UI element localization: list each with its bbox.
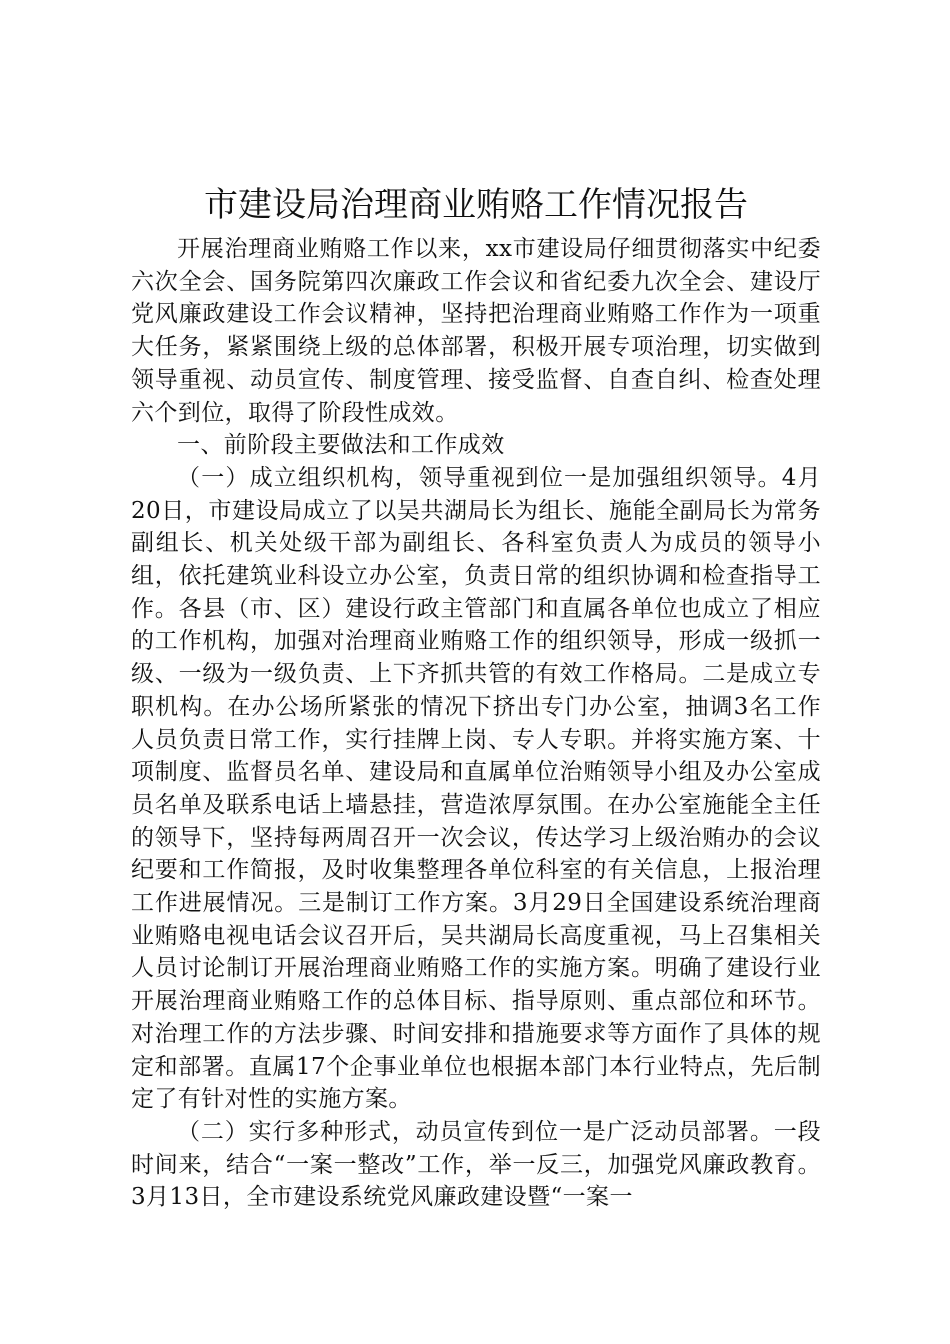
document-page [131,180,821,1214]
intro-paragraph: 开展治理商业贿赂工作以来，xx市建设局仔细贯彻落实中纪委六次全会、国务院第四次廉政工作会议和省纪委九次全会、建设厅党风廉政建设工作会议精神，坚持把治理商业贿赂工作作为一项重大任务，紧紧围绕上级的总体部署，积极开展专项治理，切实做到领导重视、动员宣传、制度管理、接受监督、自查自纠、检查处理六个到位，取得了阶段性成效。 [131,236,821,426]
body-paragraph: （一）成立组织机构，领导重视到位一是加强组织领导。4月20日，市建设局成立了以吴共湖局长为组长、施能全副局长为常务副组长、机关处级干部为副组长、各科室负责人为成员的领导小组，依托建筑业科设立办公室，负责日常的组织协调和检查指导工作。各县（市、区）建设行政主管部门和直属各单位也成立了相应的工作机构，加强对治理商业贿赂工作的组织领导，形成一级抓一级、一级为一级负责、上下齐抓共管的有效工作格局。二是成立专职机构。在办公场所紧张的情况下挤出专门办公室，抽调3名工作人员负责日常工作，实行挂牌上岗、专人专职。并将实施方案、十项制度、监督员名单、建设局和直属单位治贿领导小组及办公室成员名单及联系电话上墙悬挂，营造浓厚氛围。在办公室施能全主任的领导下，坚持每两周召开一次会议，传达学习上级治贿办的会议纪要和工作简报，及时收集整理各单位科室的有关信息，上报治理工作进展情况。三是制订工作方案。3月29日全国建设系统治理商业贿赂电视电话会议召开后，吴共湖局长高度重视，马上召集相关人员讨论制订开展治理商业贿赂工作的实施方案。明确了建设行业开展治理商业贿赂工作的总体目标、指导原则、重点部位和环节。对治理工作的方法步骤、时间安排和措施要求等方面作了具体的规定和部署。直属17个企事业单位也根据本部门本行业特点，先后制定了有针对性的实施方案。 [131,464,821,1113]
document-title: 市建设局治理商业贿赂工作情况报告 [204,185,748,225]
section-heading: 一、前阶段主要做法和工作成效 [177,432,505,459]
body-paragraph: （二）实行多种形式，动员宣传到位一是广泛动员部署。一段时间来，结合“一案一整改”工作，举一反三，加强党风廉政教育。3月13日，全市建设系统党风廉政建设暨“一案一 [131,1118,821,1211]
